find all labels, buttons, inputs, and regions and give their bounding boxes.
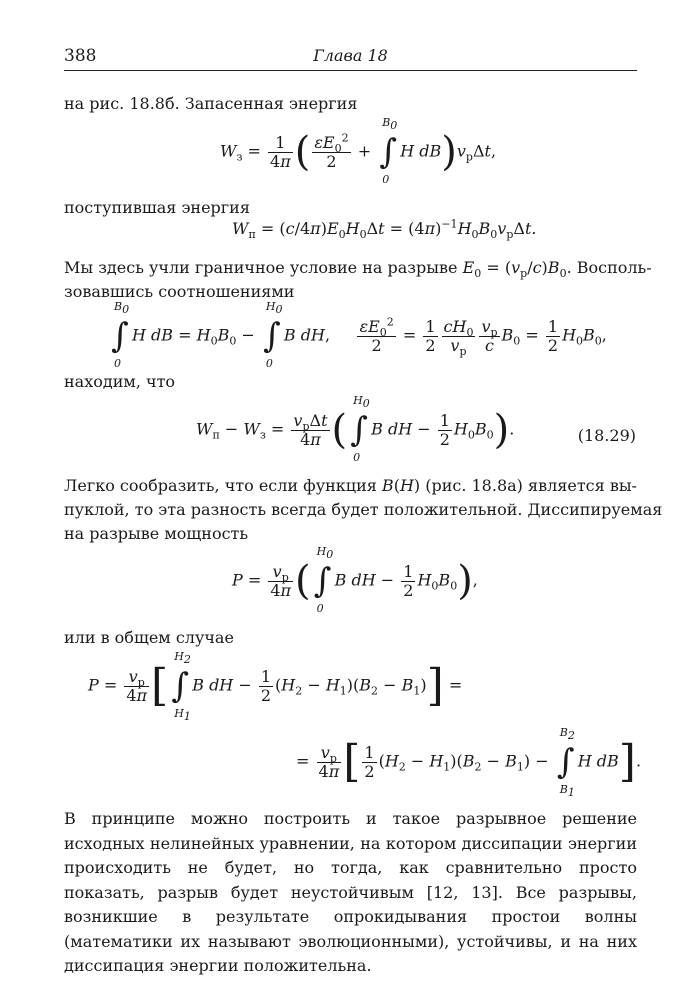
equation-general-power-1: P = $\frac{v_р}{4\pi}$ [ $H_2$ ∫ $H_1$ B dH − $\frac{1}{2}$ $(H_2 - H_1)(B_2 - B_1)$] = [88,650,463,724]
chapter-title: Глава 18 [313,46,388,65]
equation-stored-energy: $W_з$ = $\frac{1}{4\pi}$ ( $\frac{\varepsilon E_0^2}{2}$ + $B_0$ ∫ 0 H $dB)v_р\Delta t$, [220,116,497,186]
paragraph-5-line-1: Легко сообразить, что если функция B(H) (рис. 18.8а) является вы- [64,476,637,495]
paragraph-6: или в общем случае [64,628,234,647]
equation-relations: $B_0$ ∫ 0 H dB = $H_0B_0$ − $H_0$ ∫ 0 B dH, $\frac{\varepsilon E_0^2}{2}$ = $\frac{1}{2}$ $\frac{cH_0}{v_р}$ $\frac{v_р}{c}$ $B_0$ = $\frac{1}{2}$ $H_0B_0$, [111,300,607,370]
paragraph-3-line-2: зовавшись соотношениями [64,282,295,301]
paragraph-2: поступившая энергия [64,198,250,217]
paragraph-4: находим, что [64,372,176,391]
paragraph-1: на рис. 18.8б. Запасенная энергия [64,94,358,113]
equation-number: (18.29) [577,426,636,445]
equation-general-power-2: = $\frac{v_р}{4\pi}$ [ $\frac{1}{2}$ $(H_2 - H_1)(B_2 - B_1)$ − $B_2$ ∫ $B_1$ H dB]. [296,726,642,800]
paragraph-5-line-3: на разрыве мощность [64,524,249,543]
page-number: 388 [64,46,97,66]
equation-input-energy: $W_п = (c/4\pi)E_0H_0\Delta t = (4\pi)^{-1}H_0B_0v_р\Delta t$. [232,217,537,242]
running-header [64,46,637,71]
equation-18-29: $W_п - W_з$ = $\frac{v_р\Delta t}{4\pi}$ ( $H_0$ ∫ 0 B dH − $\frac{1}{2}$ $H_0B_0$). [196,394,515,464]
paragraph-5-line-2: пуклой, то эта разность всегда будет положительной. Диссипируемая [64,500,663,519]
equation-power: P = $\frac{v_р}{4\pi}$ ( $H_0$ ∫ 0 B dH − $\frac{1}{2}$ $H_0B_0$), [232,545,478,615]
paragraph-7: В принципе можно построить и такое разрывное решение исходных нелинейных уравнении, на котором диссипации энергии происходить не будет, но тогда, как сравнительно просто показать, разрыв будет неустойчивым [12, 13]. Все разрывы, возникшие в результате опрокидывания простои волны (математики их называют эволюционными), устойчивы, и на них диссипация энергии положительна. [64,809,637,975]
paragraph-3-line-1: Мы здесь учли граничное условие на разрыве $E_0 = (v_р/c)B_0$. Восполь- [64,258,652,281]
